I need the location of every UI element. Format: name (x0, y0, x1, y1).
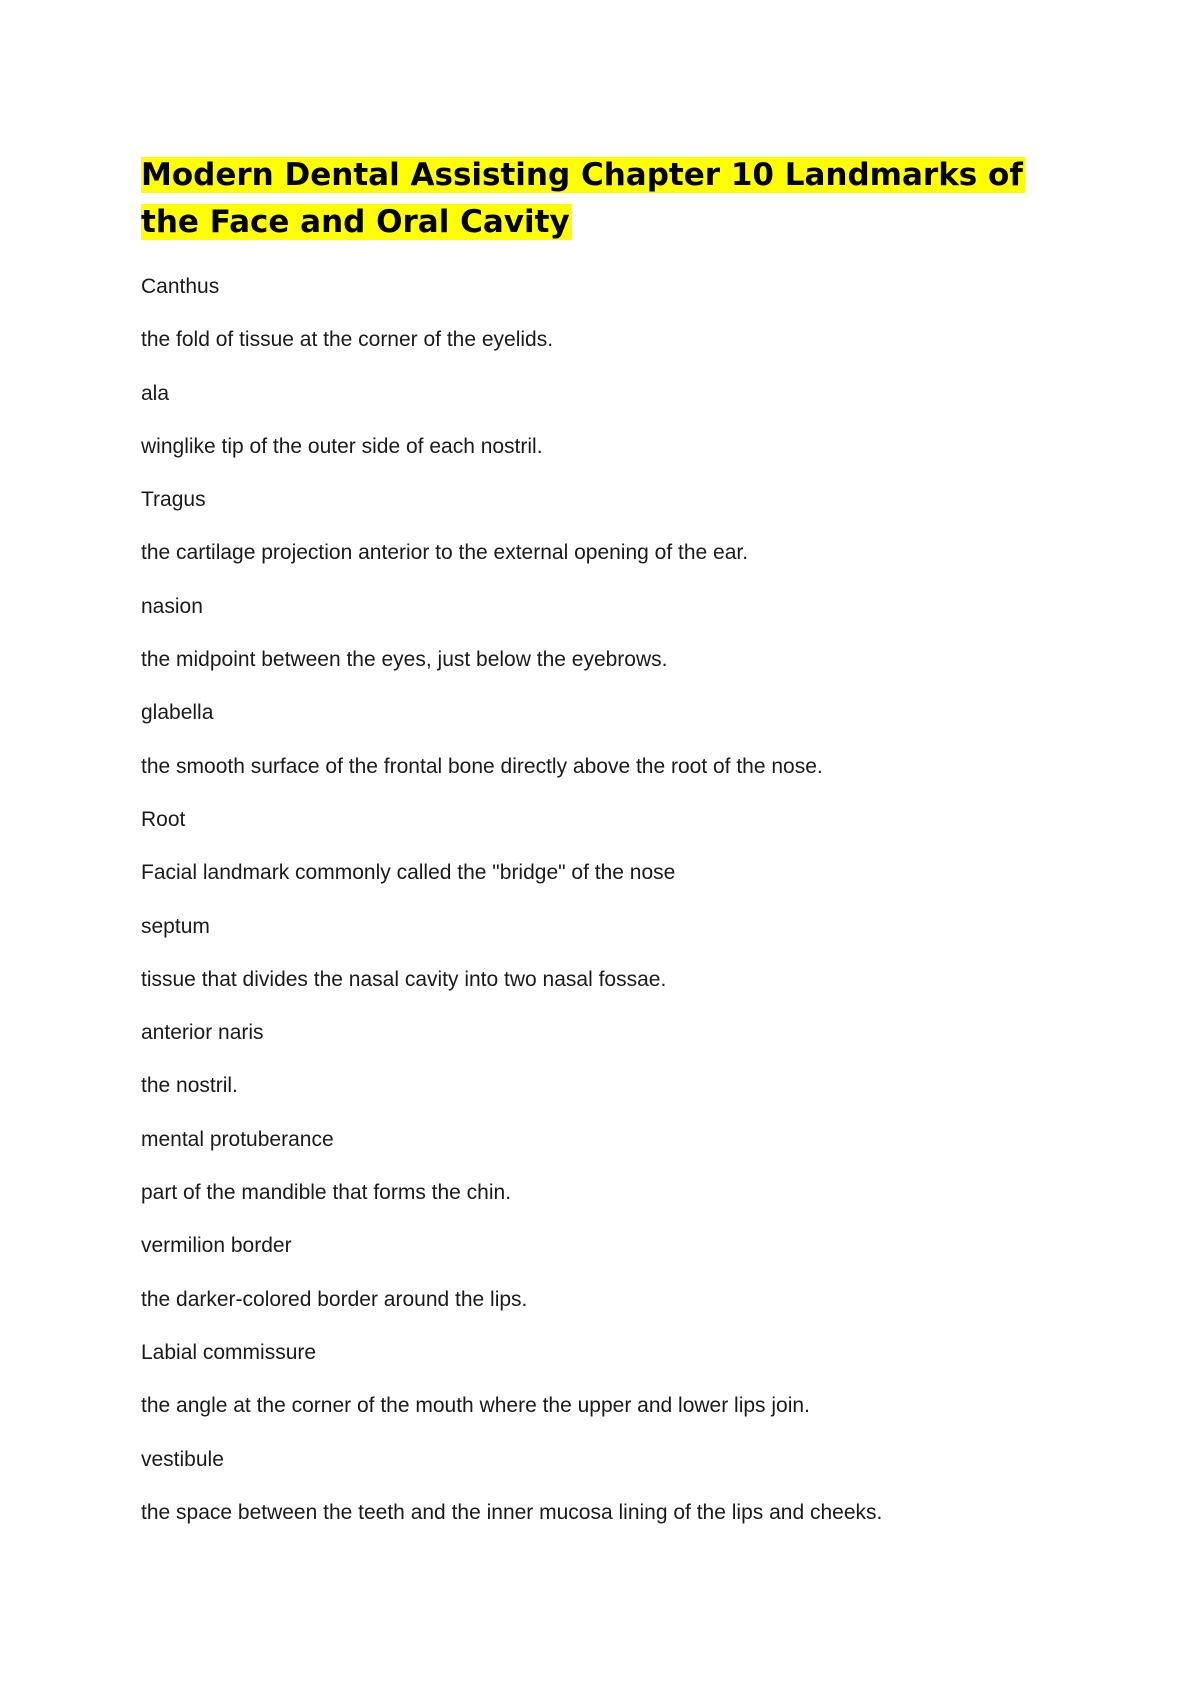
term-tragus: Tragus (141, 488, 206, 512)
definition-canthus: the fold of tissue at the corner of the eyelids. (141, 328, 554, 352)
definition-tragus: the cartilage projection anterior to the external opening of the ear. (141, 541, 749, 565)
definition-septum: tissue that divides the nasal cavity into two nasal fossae. (141, 967, 667, 991)
definition-mental-protuberance: part of the mandible that forms the chin. (141, 1181, 512, 1205)
term-septum: septum (141, 914, 210, 938)
term-labial-commissure: Labial commissure (141, 1340, 317, 1364)
definition-root: Facial landmark commonly called the "bridge" of the nose (141, 861, 676, 885)
document-title (141, 152, 1071, 246)
flashcard-list (141, 274, 1071, 1526)
term-vestibule: vestibule (141, 1447, 224, 1471)
term-mental-protuberance: mental protuberance (141, 1127, 334, 1151)
document-page (141, 152, 1071, 1553)
term-anterior-naris: anterior naris (141, 1021, 264, 1045)
title-highlight: Modern Dental Assisting Chapter 10 Landmarks of the Face and Oral Cavity (141, 157, 1023, 240)
term-root: Root (141, 807, 186, 831)
definition-vermilion-border: the darker-colored border around the lips. (141, 1287, 528, 1311)
definition-vestibule: the space between the teeth and the inner mucosa lining of the lips and cheeks. (141, 1500, 883, 1524)
term-ala: ala (141, 381, 170, 405)
term-glabella: glabella (141, 701, 214, 725)
definition-labial-commissure: the angle at the corner of the mouth where the upper and lower lips join. (141, 1394, 810, 1418)
definition-glabella: the smooth surface of the frontal bone directly above the root of the nose. (141, 754, 823, 778)
definition-nasion: the midpoint between the eyes, just below the eyebrows. (141, 648, 668, 672)
definition-ala: winglike tip of the outer side of each nostril. (141, 434, 543, 458)
term-nasion: nasion (141, 594, 203, 618)
term-vermilion-border: vermilion border (141, 1234, 292, 1258)
definition-anterior-naris: the nostril. (141, 1074, 238, 1098)
term-canthus: Canthus (141, 275, 220, 298)
